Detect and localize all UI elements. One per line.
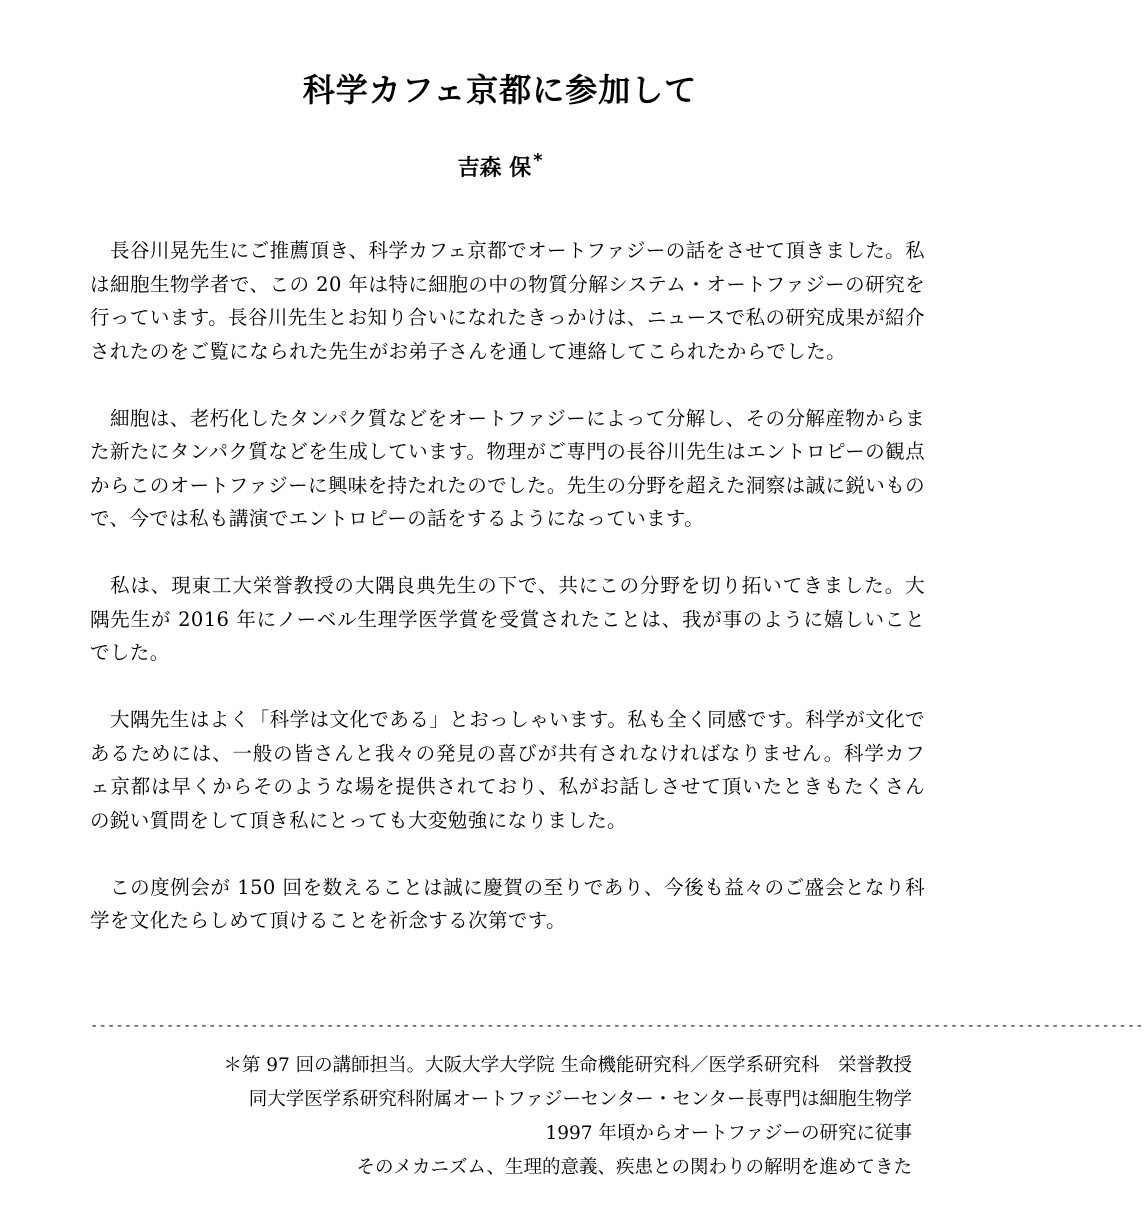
author-name: 吉森 保 [457, 156, 532, 181]
footnote-marker: * [533, 150, 543, 171]
paragraph: 大隅先生はよく「科学は文化である」とおっしゃいます。私も全く同感です。科学が文化であるためには、一般の皆さんと我々の発見の喜びが共有されなければなりません。科学カフェ京都は早くからそのような場を提供されており、私がお話しさせて頂いたときもたくさんの鋭い質問をして頂き私にとっても大変勉強になりました。 [90, 708, 925, 832]
paragraph: この度例会が 150 回を数えることは誠に慶賀の至りであり、今後も益々のご盛会となり科学を文化たらしめて頂けることを祈念する次第です。 [90, 875, 925, 932]
paragraph: 長谷川晃先生にご推薦頂き、科学カフェ京都でオートファジーの話をさせて頂きました。私は細胞生物学者で、この 20 年は特に細胞の中の物質分解システム・オートファジーの研究を行っています。長谷川先生とお知り合いになれたきっかけは、ニュースで私の研究成果が紹介されたのをご覧になられた先生がお弟子さんを通して連絡してこられたからでした。 [90, 239, 925, 363]
footnote-line: 1997 年頃からオートファジーの研究に従事 [545, 1123, 912, 1144]
author-line [0, 146, 1000, 184]
footnote-line: そのメカニズム、生理的意義、疾患との関わりの解明を進めてきた [356, 1157, 912, 1178]
dashed-divider: ----------------------------------------------------------------------------------------------------------------------------- [90, 1018, 1144, 1034]
page-title: 科学カフェ京都に参加して [302, 71, 698, 109]
footnote-line: 同大学医学系研究科附属オートファジーセンター・センター長専門は細胞生物学 [248, 1089, 912, 1110]
author-footnote [112, 1049, 912, 1185]
paragraph: 細胞は、老朽化したタンパク質などをオートファジーによって分解し、その分解産物からまた新たにタンパク質などを生成しています。物理がご専門の長谷川先生はエントロピーの観点からこのオートファジーに興味を持たれたのでした。先生の分野を超えた洞察は誠に鋭いもので、今では私も講演でエントロピーの話をするようになっています。 [90, 406, 925, 530]
article-body [90, 234, 925, 938]
paragraph: 私は、現東工大栄誉教授の大隅良典先生の下で、共にこの分野を切り拓いてきました。大隅先生が 2016 年にノーベル生理学医学賞を受賞されたことは、我が事のように嬉しいことでした。 [90, 574, 925, 664]
footnote-line: ＊第 97 回の講師担当。大阪大学大学院 生命機能研究科／医学系研究科 栄誉教授 [223, 1055, 912, 1076]
